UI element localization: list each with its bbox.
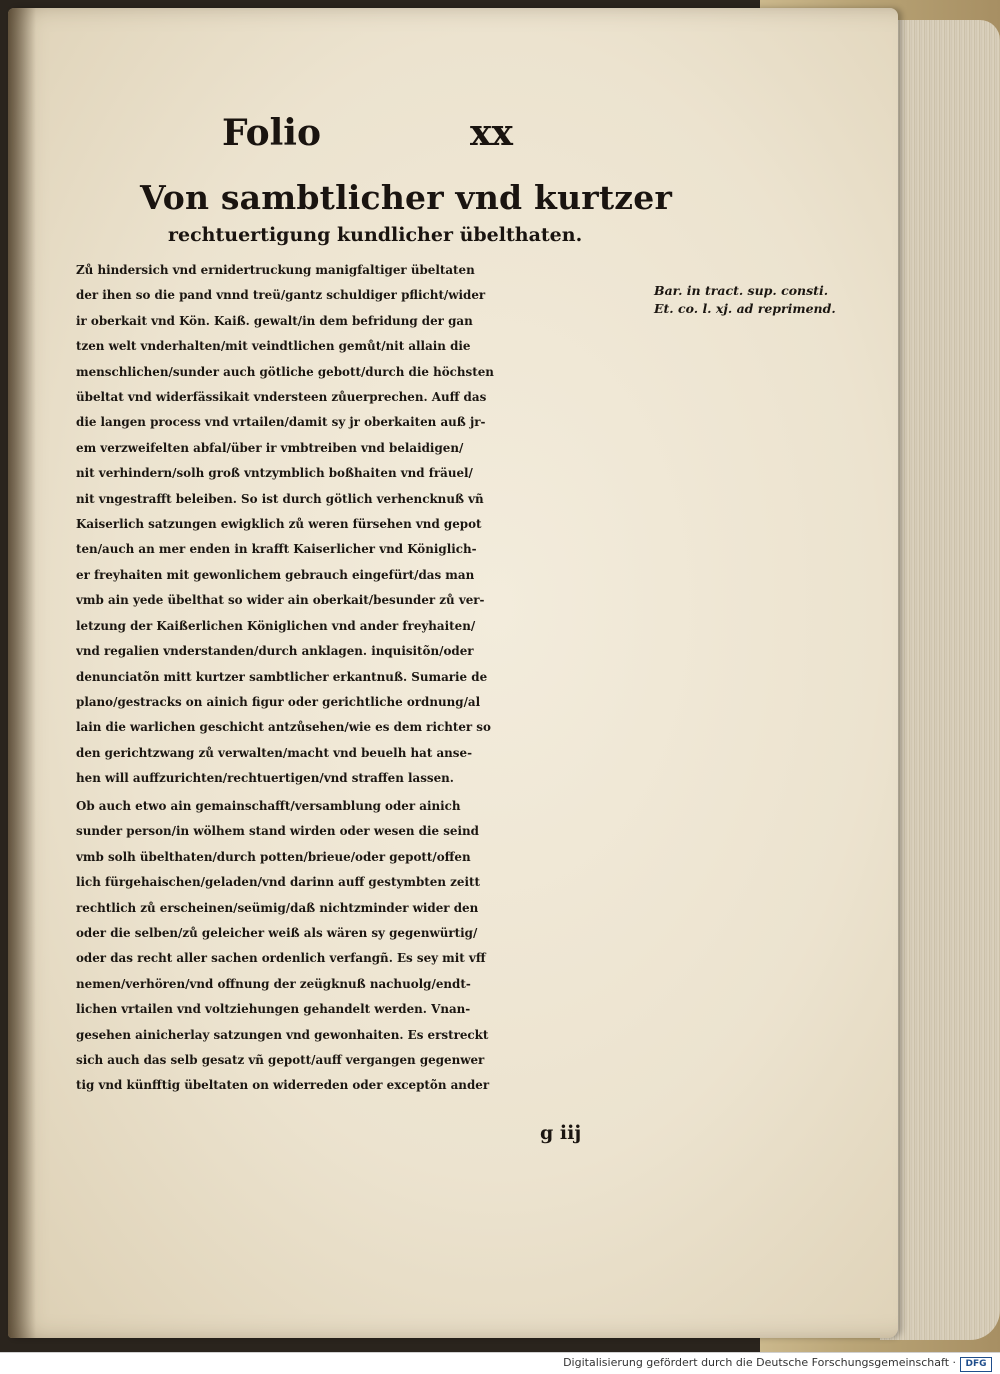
body-paragraph-1 [76,258,636,792]
text-line: letzung der Kaißerlichen Königlichen vnd ander freyhaiten/ [76,618,476,633]
text-line: vmb solh übelthaten/durch potten/brieue/oder gepott/offen [76,849,471,864]
text-line: die langen process vnd vrtailen/damit sy jr oberkaiten auß jr- [76,415,486,430]
margin-note-line: Et. co. l. xj. ad reprimend. [654,301,836,316]
text-line: denunciatõn mitt kurtzer sambtlicher erkantnuß. Sumarie de [76,669,488,684]
chapter-title: Von sambtlicher vnd kurtzer [140,178,673,217]
text-line: em verzweifelten abfal/über ir vmbtreiben vnd belaidigen/ [76,440,464,455]
running-head: Folio [222,112,321,154]
page-gutter-shadow [8,8,36,1338]
text-line: sunder person/in wölhem stand wirden oder wesen die seind [76,824,479,839]
chapter-subtitle: rechtuertigung kundlicher übelthaten. [168,224,583,246]
text-line: oder die selben/zů geleicher weiß als wären sy gegenwürtig/ [76,926,478,941]
margin-note [654,282,836,318]
text-line: gesehen ainicherlay satzungen vnd gewonhaiten. Es erstreckt [76,1027,489,1042]
text-line: hen will auffzurichten/rechtuertigen/vnd straffen lassen. [76,771,454,786]
text-line: übeltat vnd widerfässikait vndersteen zůuerprechen. Auff das [76,390,487,405]
text-line: lich fürgehaischen/geladen/vnd darinn auff gestymbten zeitt [76,875,480,890]
footer-bar [0,1352,1000,1374]
dfg-logo: DFG [960,1357,992,1372]
text-line: Ob auch etwo ain gemainschafft/versamblung oder ainich [76,799,461,813]
footer-credit: Digitalisierung gefördert durch die Deutsche Forschungsgemeinschaft · [563,1356,956,1369]
text-line: er freyhaiten mit gewonlichem gebrauch eingefürt/das man [76,567,475,582]
text-line: lichen vrtailen vnd voltziehungen gehandelt werden. Vnan- [76,1002,471,1017]
text-line: rechtlich zů erscheinen/seümig/daß nichtzminder wider den [76,900,479,915]
text-line: tzen welt vnderhalten/mit veindtlichen gemůt/nit allain die [76,339,471,354]
text-line: den gerichtzwang zů verwalten/macht vnd beuelh hat anse- [76,745,473,760]
text-line: nemen/verhören/vnd offnung der zeügknuß nachuolg/endt- [76,976,471,991]
text-line: tig vnd künfftig übeltaten on widerreden oder exceptõn ander [76,1078,490,1093]
margin-note-line: Bar. in tract. sup. consti. [654,283,829,298]
text-line: vnd regalien vnderstanden/durch anklagen. inquisitõn/oder [76,644,474,659]
text-line: oder das recht aller sachen ordenlich verfangñ. Es sey mit vff [76,951,486,966]
text-line: ir oberkait vnd Kön. Kaiß. gewalt/in dem befridung der gan [76,313,473,328]
folio-number: xx [470,112,513,154]
text-line: ten/auch an mer enden in krafft Kaiserlicher vnd Königlich- [76,542,477,557]
text-line: plano/gestracks on ainich figur oder gerichtliche ordnung/al [76,694,481,709]
text-line: vmb ain yede übelthat so wider ain oberkait/besunder zů ver- [76,593,485,608]
text-line: menschlichen/sunder auch götliche gebott/durch die höchsten [76,364,494,379]
text-line: lain die warlichen geschicht antzůsehen/wie es dem richter so [76,720,491,735]
signature-mark: g iij [540,1122,582,1144]
body-paragraph-2 [76,794,636,1099]
text-line: Kaiserlich satzungen ewigklich zů weren fürsehen vnd gepot [76,517,482,532]
text-line: nit vngestrafft beleiben. So ist durch götlich verhencknuß vñ [76,491,484,506]
text-line: sich auch das selb gesatz vñ gepott/auff vergangen gegenwer [76,1053,485,1068]
text-line: nit verhindern/solh groß vntzymblich boßhaiten vnd fräuel/ [76,466,473,481]
text-line: Zů hindersich vnd ernidertruckung manigfaltiger übeltaten [76,263,475,277]
text-line: der ihen so die pand vnnd treü/gantz schuldiger pflicht/wider [76,288,486,303]
page-edges [880,20,1000,1340]
